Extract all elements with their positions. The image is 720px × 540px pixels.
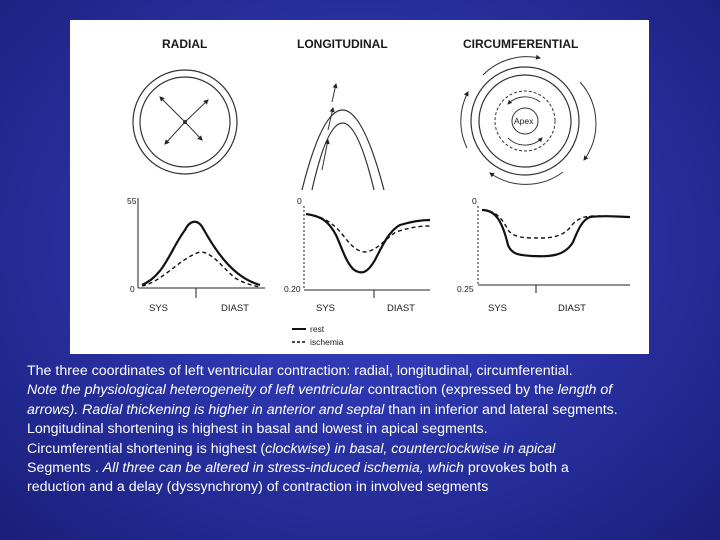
apex-label: Apex [514, 116, 534, 126]
radial-y-top: 55 [127, 196, 137, 206]
radial-y-bottom: 0 [130, 284, 135, 294]
longitudinal-y-top: 0 [297, 196, 302, 206]
longitudinal-y-bottom: 0.20 [284, 284, 301, 294]
circumferential-y-bottom: 0.25 [457, 284, 474, 294]
circumferential-diast-label: DIAST [558, 303, 586, 314]
longitudinal-sys-label: SYS [316, 303, 336, 314]
circumferential-y-top: 0 [472, 196, 477, 206]
radial-sys-label: SYS [149, 303, 169, 314]
figure-svg [70, 20, 649, 354]
caption-line-3: arrows). Radial thickening is higher in anterior and septal than in inferior and lateral segments. [27, 401, 618, 418]
radial-diagram [133, 70, 237, 174]
longitudinal-diagram [302, 84, 384, 190]
circumferential-rest-curve [482, 210, 630, 256]
radial-graph [138, 198, 265, 298]
circumferential-sys-label: SYS [488, 303, 508, 314]
header-radial: RADIAL [162, 37, 208, 51]
caption-line-5: Circumferential shortening is highest (clockwise) in basal, counterclockwise in apical [27, 440, 556, 457]
caption-line-2: Note the physiological heterogeneity of left ventricular contraction (expressed by the length of [27, 382, 613, 399]
longitudinal-diast-label: DIAST [387, 303, 415, 314]
longitudinal-graph [304, 206, 430, 298]
longitudinal-rest-curve [306, 214, 430, 272]
header-circumferential: CIRCUMFERENTIAL [463, 37, 579, 51]
caption-line-1: The three coordinates of left ventricular contraction: radial, longitudinal, circumferential. [27, 363, 573, 379]
radial-diast-label: DIAST [221, 303, 249, 314]
legend-rest-label: rest [310, 324, 325, 334]
caption-line-4: Longitudinal shortening is highest in basal and lowest in apical segments. [27, 421, 488, 438]
radial-rest-curve [142, 222, 260, 285]
lv-contraction-figure [70, 20, 649, 354]
legend [292, 329, 306, 342]
header-longitudinal: LONGITUDINAL [297, 37, 388, 51]
circumferential-graph [478, 206, 630, 293]
legend-ischemia-label: ischemia [310, 337, 344, 347]
caption-line-7: reduction and a delay (dyssynchrony) of contraction in involved segments [27, 479, 489, 496]
caption [27, 362, 707, 498]
caption-line-6: Segments . All three can be altered in stress-induced ischemia, which provokes both a [27, 460, 569, 477]
